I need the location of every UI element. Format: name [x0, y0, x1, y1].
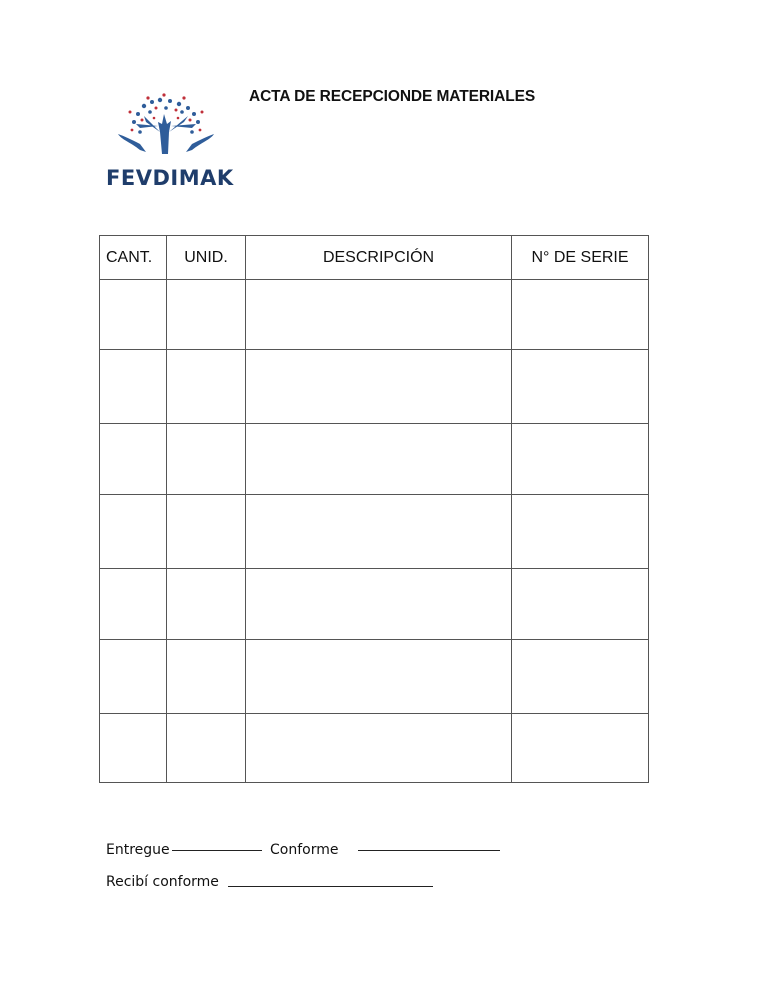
cell-descripcion[interactable]: [246, 424, 512, 495]
document-title: ACTA DE RECEPCIONDE MATERIALES: [249, 88, 536, 105]
cell-serie[interactable]: [512, 280, 649, 350]
table-row: [100, 350, 649, 424]
cell-unid[interactable]: [167, 424, 246, 495]
column-header-unid: UNID.: [167, 236, 246, 280]
cell-descripcion[interactable]: [246, 350, 512, 424]
table-row: [100, 640, 649, 714]
cell-serie[interactable]: [512, 640, 649, 714]
table-row: [100, 569, 649, 640]
conforme-label: Conforme: [270, 842, 339, 858]
cell-descripcion[interactable]: [246, 495, 512, 569]
cell-serie[interactable]: [512, 495, 649, 569]
table-row: [100, 714, 649, 783]
cell-descripcion[interactable]: [246, 280, 512, 350]
cell-unid[interactable]: [167, 569, 246, 640]
cell-cant[interactable]: [100, 714, 167, 783]
cell-serie[interactable]: [512, 714, 649, 783]
cell-unid[interactable]: [167, 280, 246, 350]
recibi-conforme-label: Recibí conforme: [106, 874, 219, 890]
cell-descripcion[interactable]: [246, 714, 512, 783]
entregue-signature-line[interactable]: [172, 850, 262, 851]
cell-descripcion[interactable]: [246, 569, 512, 640]
table-row: [100, 495, 649, 569]
entregue-label: Entregue: [106, 842, 170, 858]
cell-unid[interactable]: [167, 640, 246, 714]
table-row: [100, 280, 649, 350]
cell-cant[interactable]: [100, 495, 167, 569]
cell-cant[interactable]: [100, 350, 167, 424]
cell-unid[interactable]: [167, 350, 246, 424]
cell-cant[interactable]: [100, 424, 167, 495]
cell-unid[interactable]: [167, 495, 246, 569]
cell-cant[interactable]: [100, 640, 167, 714]
cell-serie[interactable]: [512, 424, 649, 495]
cell-cant[interactable]: [100, 280, 167, 350]
cell-serie[interactable]: [512, 350, 649, 424]
column-header-serie: N° DE SERIE: [512, 236, 649, 280]
materials-table: [99, 235, 649, 783]
column-header-descripcion: DESCRIPCIÓN: [246, 236, 512, 280]
table-header-row: [100, 236, 649, 280]
cell-descripcion[interactable]: [246, 640, 512, 714]
table-row: [100, 424, 649, 495]
recibi-signature-line[interactable]: [228, 886, 433, 887]
column-header-cant: CANT.: [100, 236, 167, 280]
cell-serie[interactable]: [512, 569, 649, 640]
cell-cant[interactable]: [100, 569, 167, 640]
logo-wordmark: FEVDIMAK: [106, 166, 234, 190]
conforme-signature-line[interactable]: [358, 850, 500, 851]
cell-unid[interactable]: [167, 714, 246, 783]
